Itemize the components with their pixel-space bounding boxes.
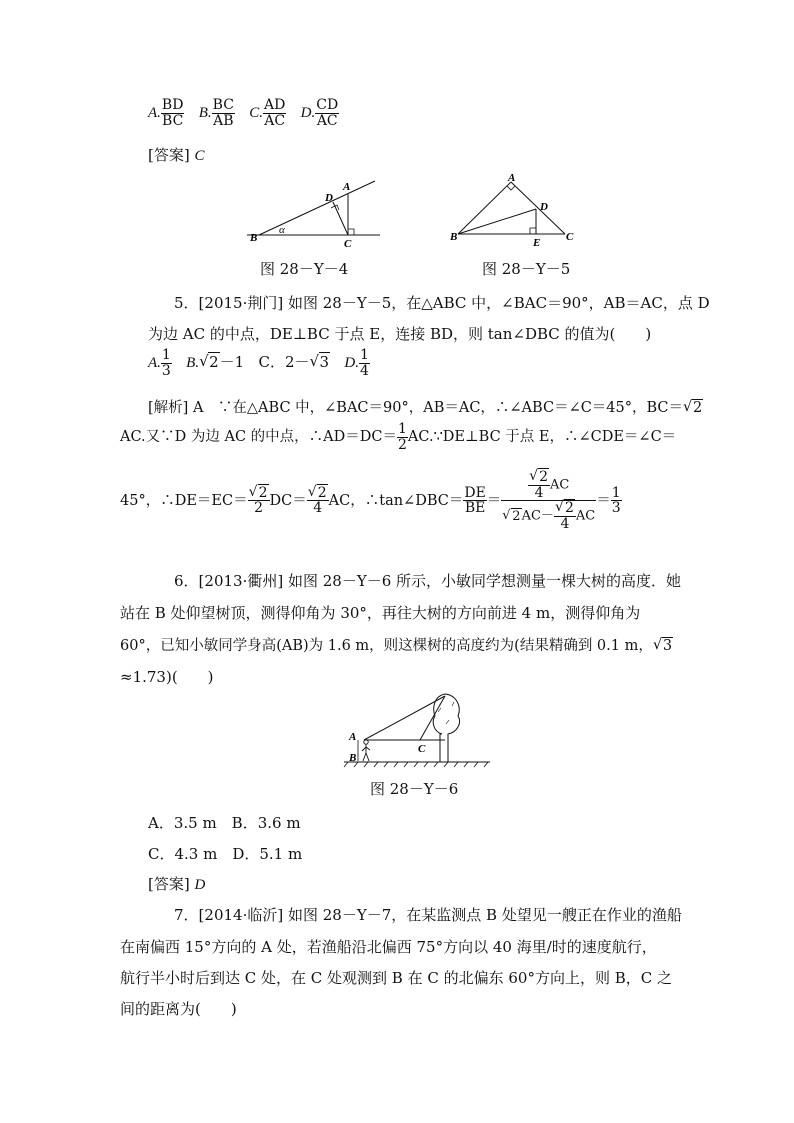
- fig4-caption: 图 28－Y－4: [260, 260, 349, 278]
- q5-solution-half-num: 1: [398, 421, 407, 437]
- q4-option-a-letter: A.: [148, 105, 161, 122]
- q6-line-1: 6．[2013·衢州] 如图 28－Y－6 所示，小敏同学想测量一棵大树的高度．她: [174, 572, 682, 590]
- q5-solution-half: [397, 422, 408, 452]
- q7-line-2: 在南偏西 15°方向的 A 处，若渔船沿北偏西 75°方向以 40 海里/时的速度航行，: [120, 938, 657, 956]
- q5-solution-result: [611, 486, 622, 516]
- q5-line-2: 为边 AC 的中点，DE⊥BC 于点 E，连接 BD，则 tan∠DBC 的值为( ): [148, 325, 652, 343]
- fig5-right-angle-a: [507, 186, 515, 190]
- q5-option-b-tail: －1: [219, 353, 245, 372]
- fig6-label-a: A: [349, 731, 357, 743]
- q5-solution-de-over-be: [463, 486, 486, 516]
- fig4-slant-line: [259, 181, 375, 235]
- q5-solution-sqrt2-c: 2: [539, 469, 549, 485]
- q5-option-a-fraction: [161, 348, 172, 378]
- q5-option-c-radicand: 3: [319, 353, 330, 372]
- q6-line-2: 站在 B 处仰望树顶，测得仰角为 30°，再往大树的方向前进 4 m，测得仰角为: [120, 604, 641, 622]
- q5-option-d-letter: D.: [344, 355, 359, 372]
- fig4-label-d: D: [325, 192, 333, 204]
- fig4-right-angle-c: [348, 229, 354, 235]
- fig5-label-a: A: [508, 172, 516, 184]
- q4-option-b-den: AB: [213, 112, 234, 129]
- q4-option-c-num: AD: [264, 97, 286, 113]
- q5-solution-frac-sqrt2-over-4: [307, 486, 329, 516]
- q5-option-d-den: 4: [359, 362, 369, 379]
- q4-option-d-num: CD: [316, 97, 339, 113]
- q4-option-c-letter: C.: [249, 105, 264, 122]
- fig5-label-d: D: [540, 201, 548, 213]
- q4-option-c-fraction: [263, 98, 286, 128]
- q5-option-b-radicand: 2: [209, 353, 219, 372]
- q5-option-d-fraction: [359, 348, 370, 378]
- q5-solution-label: [解析]: [148, 400, 189, 416]
- q4-option-a-fraction: [161, 98, 185, 128]
- fig4-label-c: C: [344, 238, 352, 250]
- q5-solution-result-den: 3: [611, 500, 621, 517]
- q5-solution-mid-1: DC＝: [269, 492, 307, 509]
- fig6-person: [362, 740, 370, 761]
- fig5-segment-ab: [458, 182, 511, 234]
- q5-option-b-letter: B.: [186, 355, 200, 372]
- figure-28-y-6: [342, 690, 492, 772]
- figure-28-y-5: [448, 172, 580, 250]
- q4-option-d-letter: D.: [300, 105, 316, 122]
- q5-solution-ac-1: AC: [550, 477, 570, 493]
- q5-line-1: 5．[2015·荆门] 如图 28－Y－5，在△ABC 中，∠BAC＝90°，AB＝AC，点 D: [174, 294, 710, 312]
- q5-solution-frac-sqrt2-over-2: [248, 486, 270, 516]
- fig5-segment-bd: [458, 209, 536, 234]
- q6-line-4: ≈1.73)( ): [120, 668, 214, 686]
- q5-option-c-text: C．2－: [258, 353, 310, 372]
- fig5-segment-ac: [511, 182, 565, 234]
- q4-answer: [148, 144, 205, 165]
- q6-answer-label: [答案]: [148, 875, 190, 893]
- q5-solution-eq-2: ＝: [596, 492, 611, 509]
- fig6-caption: 图 28－Y－6: [370, 780, 459, 798]
- q7-line-1: 7．[2014·临沂] 如图 28－Y－7，在某监测点 B 处望见一艘正在作业的渔船: [174, 906, 682, 924]
- q4-option-a-den: BC: [162, 112, 184, 129]
- q5-solution-text-2a: AC.又∵D 为边 AC 的中点，∴AD＝DC＝: [120, 429, 397, 446]
- q5-options: [148, 348, 370, 378]
- fig5-right-angle-e: [530, 228, 536, 234]
- q4-answer-value: C: [194, 148, 205, 164]
- q5-solution-half-den: 2: [398, 436, 407, 453]
- q5-solution-den-2: 2: [254, 500, 264, 517]
- q6-line-3-sqrt: [653, 638, 673, 654]
- q5-solution-radicand-1: 2: [693, 400, 703, 416]
- q5-solution-sqrt2-a: 2: [258, 484, 268, 501]
- fig6-label-c: C: [418, 743, 426, 755]
- q5-solution-sqrt2-d: 2: [512, 509, 521, 525]
- q4-option-d-fraction: [315, 98, 339, 128]
- q6-answer: [148, 873, 205, 894]
- q5-solution-sqrt-1: [683, 400, 703, 416]
- fig5-label-c: C: [566, 231, 574, 243]
- q4-option-b-letter: B.: [198, 105, 212, 122]
- q5-solution-line-1: [148, 396, 703, 417]
- q5-solution-minus: －: [540, 509, 554, 525]
- q5-solution-ac-2: AC: [521, 509, 541, 525]
- q4-option-a-num: BD: [161, 97, 184, 113]
- q5-solution-sqrt2-e: 2: [564, 500, 574, 517]
- q7-line-3: 航行半小时后到达 C 处，在 C 处观测到 B 在 C 的北偏东 60°方向上，则 B，C 之: [120, 969, 672, 987]
- q6-line-3: [120, 634, 673, 655]
- fig6-ground-hatching: [344, 762, 488, 767]
- fig4-segment-dc: [333, 202, 348, 235]
- q5-solution-sqrt2-b: 2: [317, 484, 327, 501]
- q4-answer-label: [答案]: [148, 146, 190, 164]
- q7-line-4: 间的距离为( ): [120, 1000, 237, 1018]
- q5-solution-mid-2: AC，∴tan∠DBC＝: [328, 492, 464, 509]
- q6-answer-value: D: [194, 877, 206, 893]
- q5-solution-text-3a: 45°，∴DE＝EC＝: [120, 492, 248, 509]
- q4-option-d-den: AC: [316, 112, 338, 129]
- q5-solution-den-4c: 4: [560, 516, 570, 533]
- q4-option-c-den: AC: [264, 112, 286, 129]
- q5-solution-text-2b: AC.∵DE⊥BC 于点 E，∴∠CDE＝∠C＝: [407, 429, 677, 446]
- q6-options-row-1: A．3.5 m B．3.6 m: [148, 814, 301, 832]
- q5-solution-line-2: [120, 422, 676, 452]
- fig6-label-b: B: [349, 752, 357, 764]
- q5-option-a-letter: A.: [148, 355, 161, 372]
- q6-options-row-2: C．4.3 m D．5.1 m: [148, 845, 303, 863]
- q5-option-a-den: 3: [161, 362, 171, 379]
- fig6-tree: [433, 694, 459, 762]
- q5-solution-de: DE: [464, 484, 486, 501]
- fig5-label-e: E: [533, 237, 541, 249]
- q4-option-b-fraction: [212, 98, 235, 128]
- fig5-label-b: B: [450, 231, 458, 243]
- q5-solution-text-1: A ∵在△ABC 中，∠BAC＝90°，AB＝AC，∴∠ABC＝∠C＝45°，BC＝: [192, 400, 684, 416]
- q5-solution-big-fraction: [501, 470, 596, 532]
- q5-solution-den-4b: 4: [534, 484, 544, 501]
- fig4-label-alpha: α: [279, 224, 285, 236]
- q5-option-c-sqrt: [310, 353, 331, 371]
- q5-solution-line-3: [120, 470, 622, 532]
- q5-solution-be: BE: [464, 500, 486, 517]
- q6-line-3-text: 60°，已知小敏同学身高(AB)为 1.6 m，则这棵树的高度约为(结果精确到 0.1 m，: [120, 638, 653, 654]
- q6-line-3-radicand: 3: [662, 638, 673, 654]
- q5-solution-eq-1: ＝: [486, 492, 502, 509]
- q4-options: [148, 98, 339, 128]
- q5-solution-den-4: 4: [313, 500, 323, 517]
- q5-option-b-sqrt: [199, 353, 220, 371]
- q5-solution-ac-3: AC: [575, 509, 596, 525]
- fig5-caption: 图 28－Y－5: [482, 260, 571, 278]
- q5-solution-result-num: 1: [611, 484, 621, 501]
- q5-option-d-num: 1: [359, 347, 369, 363]
- q4-option-b-num: BC: [212, 97, 234, 113]
- q5-option-a-num: 1: [161, 347, 171, 363]
- figure-28-y-4: [245, 172, 390, 252]
- fig4-label-b: B: [250, 232, 258, 244]
- fig4-label-a: A: [343, 181, 351, 193]
